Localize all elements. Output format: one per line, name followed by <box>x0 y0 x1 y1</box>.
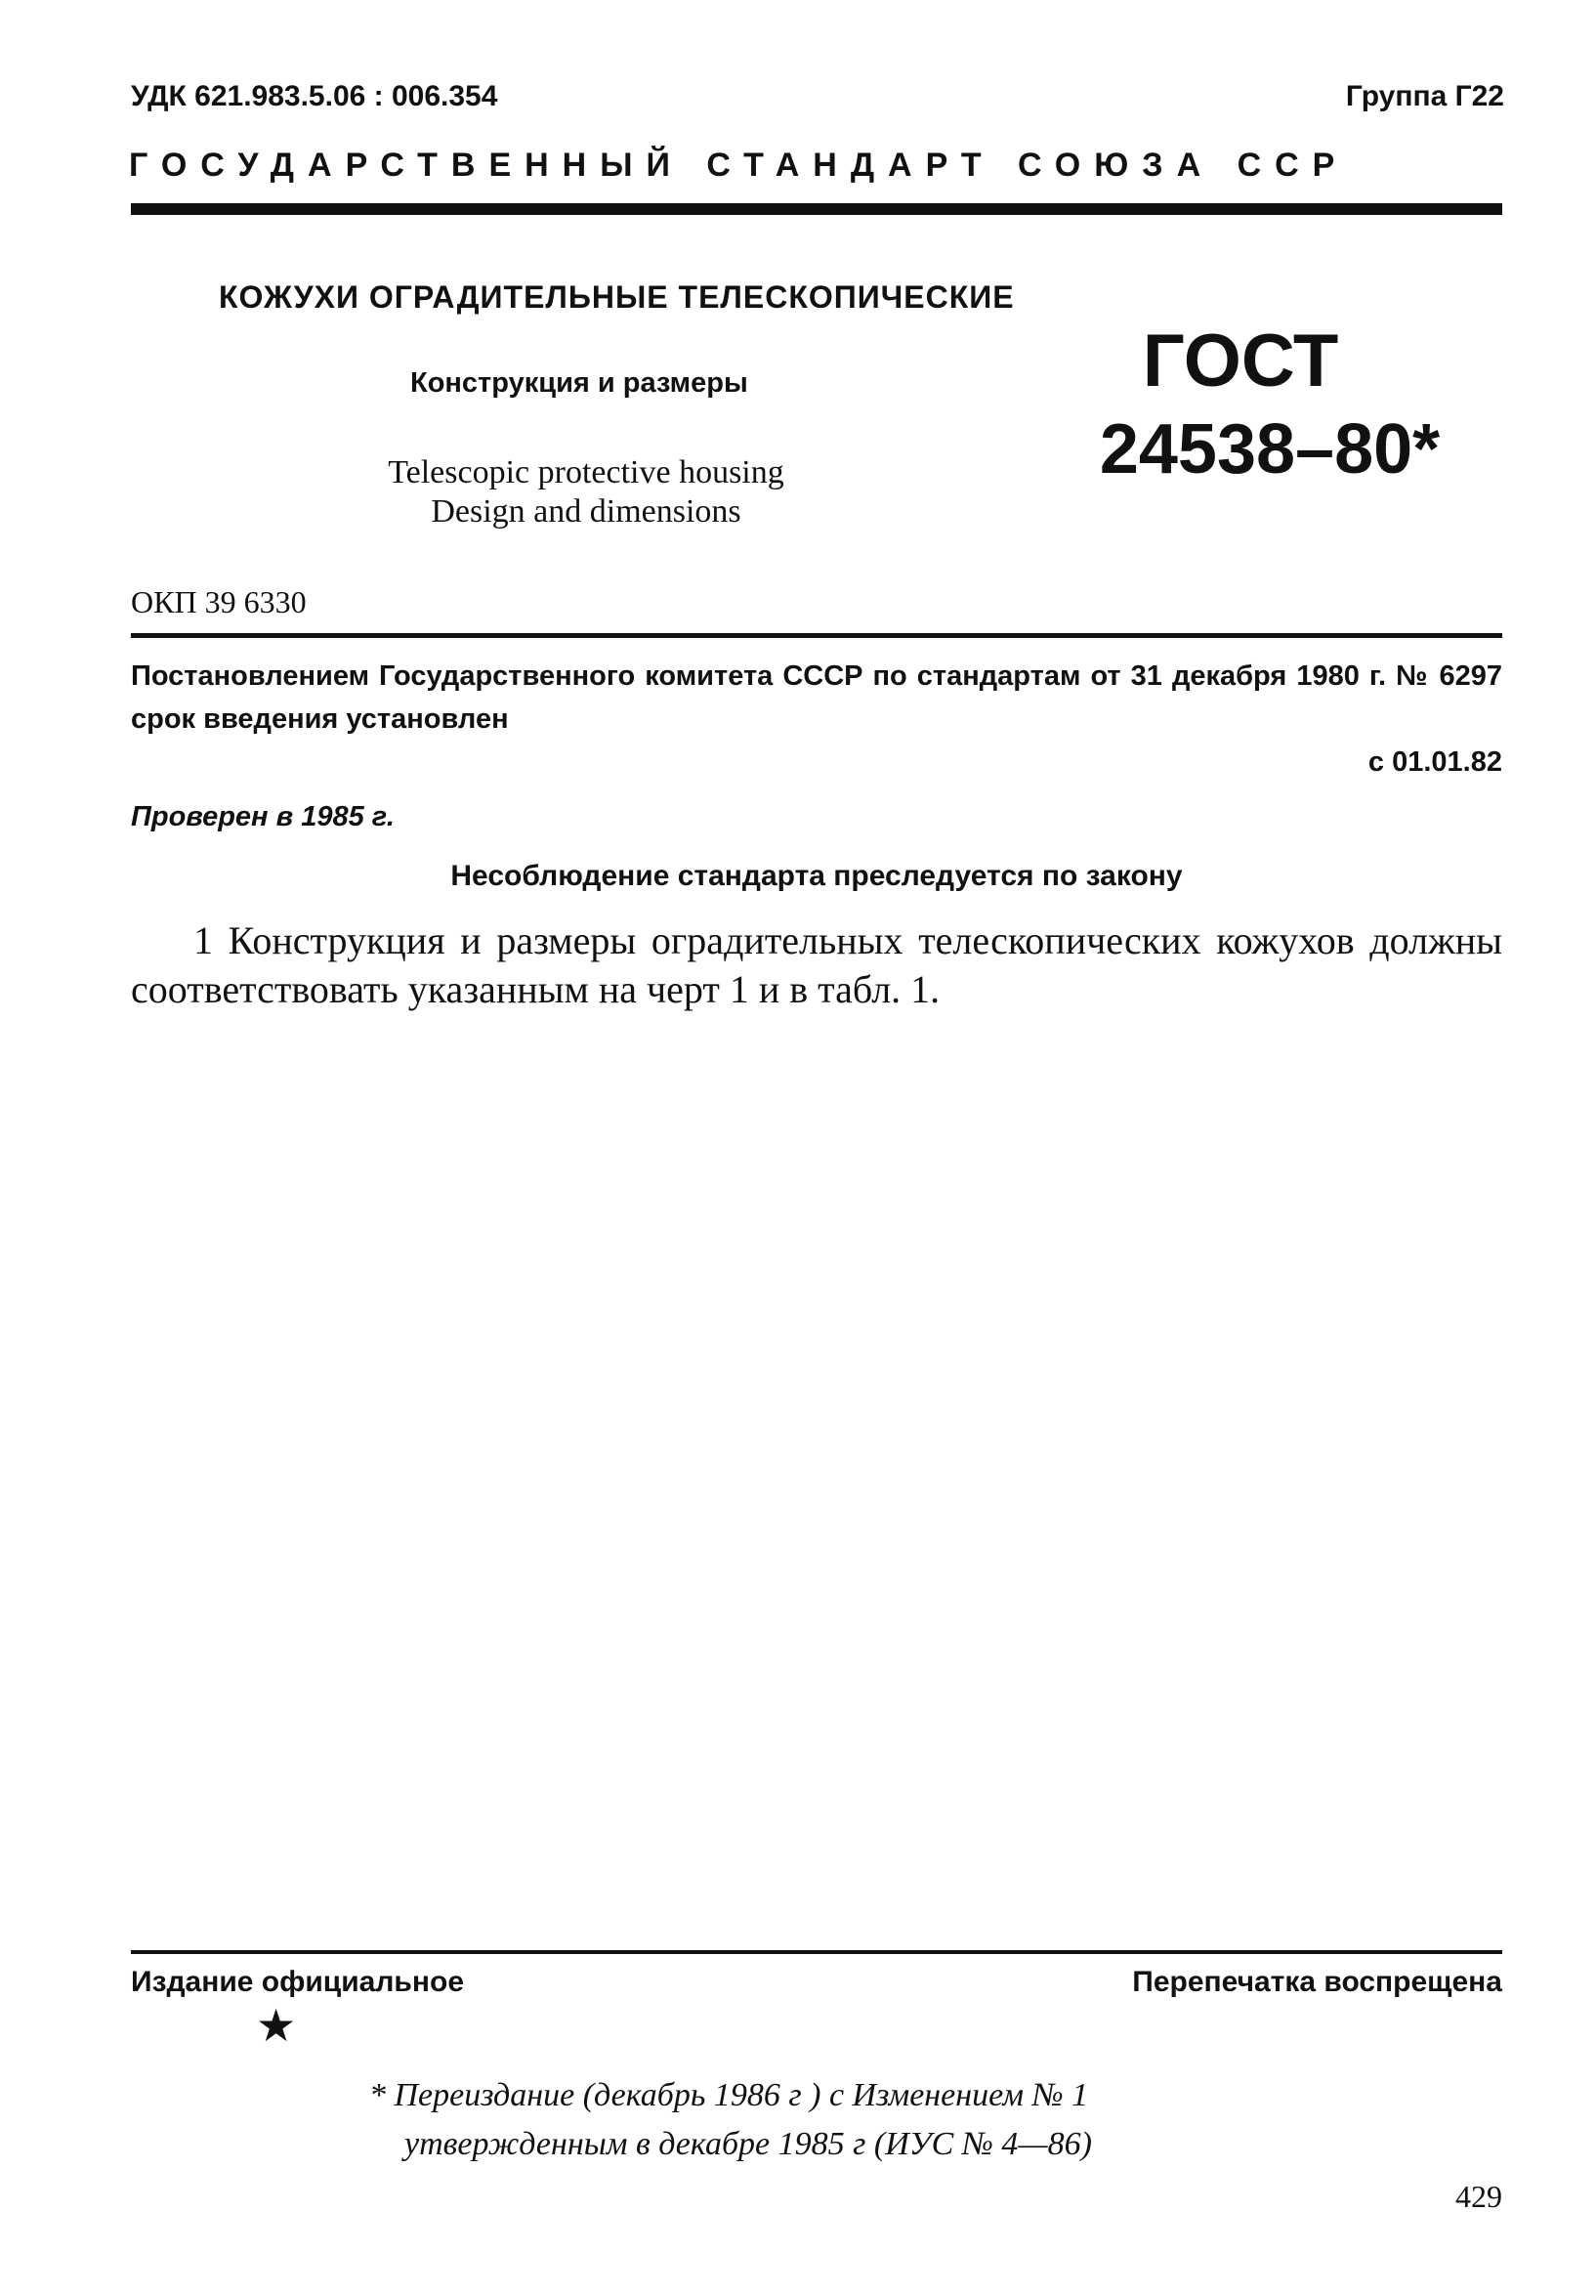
english-title-line-2: Design and dimensions <box>431 493 741 530</box>
footnote-line-1: * Переиздание (декабрь 1986 г ) с Изменением № 1 <box>369 2077 1089 2113</box>
star-icon: ★ <box>256 2000 297 2051</box>
decree-text: Постановлением Государственного комитета СССР по стандартам от 31 декабря 1980 г. № 6297 срок введения установлен <box>131 660 1502 735</box>
checked-note: Проверен в 1985 г. <box>131 801 395 832</box>
official-edition-label: Издание официальное <box>131 1966 465 1998</box>
page-number: 429 <box>1455 2179 1502 2214</box>
udk-code: УДК 621.983.5.06 : 006.354 <box>131 80 498 112</box>
gost-number: 24538–80* <box>1099 410 1441 489</box>
english-title-line-1: Telescopic protective housing <box>388 454 784 490</box>
okp-rule <box>131 633 1502 638</box>
english-title <box>342 453 830 531</box>
gost-label: ГОСТ <box>1142 319 1339 403</box>
effective-date: с 01.01.82 <box>1367 746 1502 778</box>
clause-1: 1 Конструкция и размеры оградительных телескопических кожухов должны соответствовать указанным на черт 1 и в табл. 1. <box>131 918 1502 1011</box>
footnote-line-2: утвержденным в декабре 1985 г (ИУС № 4—86) <box>404 2126 1092 2162</box>
okp-code: ОКП 39 6330 <box>131 584 307 619</box>
state-standard-heading: ГОСУДАРСТВЕННЫЙ СТАНДАРТ СОЮЗА ССР <box>129 147 1349 184</box>
law-notice: Несоблюдение стандарта преследуется по закону <box>450 860 1183 892</box>
reissue-footnote <box>369 2071 1346 2169</box>
reprint-prohibited-label: Перепечатка воспрещена <box>1132 1966 1502 1998</box>
header-thick-rule <box>131 203 1502 215</box>
document-title: КОЖУХИ ОГРАДИТЕЛЬНЫЕ ТЕЛЕСКОПИЧЕСКИЕ <box>219 279 1015 315</box>
group-code: Группа Г22 <box>1345 80 1504 112</box>
footer-rule <box>131 1950 1502 1954</box>
document-subtitle: Конструкция и размеры <box>410 367 748 399</box>
